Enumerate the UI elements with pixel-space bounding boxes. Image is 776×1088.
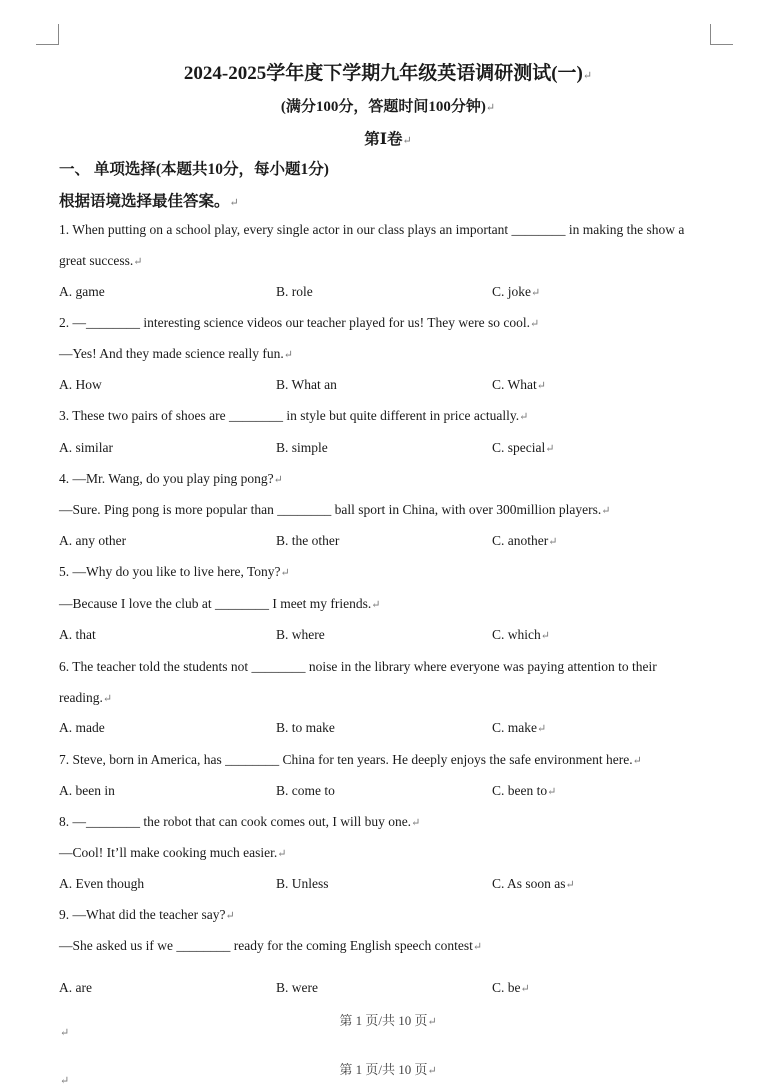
instruction: 根据语境选择最佳答案。↵ — [59, 193, 239, 210]
q4-option-c: C. another↵ — [492, 533, 558, 548]
question-8-line-1: 8. —________ the robot that can cook comes out, I will buy one.↵ — [59, 814, 421, 829]
question-5-line-1: 5. —Why do you like to live here, Tony?↵ — [59, 564, 290, 579]
q5-option-a: A. that — [59, 627, 96, 642]
q6-option-c: C. make↵ — [492, 720, 547, 735]
q6-option-a: A. made — [59, 720, 105, 735]
q7-option-c: C. been to↵ — [492, 783, 557, 798]
question-7-line-1: 7. Steve, born in America, has ________ China for ten years. He deeply enjoys the safe environment here.↵ — [59, 752, 642, 767]
q9-option-b: B. were — [276, 980, 318, 995]
q1-option-b: B. role — [276, 284, 313, 299]
crop-mark-top-left — [36, 24, 59, 45]
q1-option-c: C. joke↵ — [492, 284, 541, 299]
q3-option-a: A. similar — [59, 440, 113, 455]
question-9-line-1: 9. —What did the teacher say?↵ — [59, 907, 235, 922]
page-footer: 第 1 页/共 10 页↵ — [339, 1013, 437, 1028]
exam-subtitle: (满分100分，答题时间100分钟)↵ — [280, 99, 496, 115]
q1-option-a: A. game — [59, 284, 105, 299]
exam-title: 2024-2025学年度下学期九年级英语调研测试(一)↵ — [183, 63, 593, 84]
q2-option-c: C. What↵ — [492, 377, 546, 392]
q4-option-a: A. any other — [59, 533, 127, 548]
question-3-line-1: 3. These two pairs of shoes are ________ in style but quite different in price actually.↵ — [59, 408, 529, 423]
q9-option-c: C. be↵ — [492, 980, 530, 995]
question-9-line-2: —She asked us if we ________ ready for the coming English speech contest↵ — [59, 938, 483, 953]
q5-option-b: B. where — [276, 627, 325, 642]
q5-option-c: C. which↵ — [492, 627, 550, 642]
q7-option-a: A. been in — [59, 783, 115, 798]
q6-option-b: B. to make — [276, 720, 335, 735]
q9-option-a: A. are — [59, 980, 92, 995]
question-4-line-2: —Sure. Ping pong is more popular than ________ ball sport in China, with over 300million players.↵ — [59, 502, 611, 517]
question-1-stem: 1. When putting on a school play, every single actor in our class plays an important ________ in making the show a great success.↵ — [59, 222, 685, 268]
question-8-line-2: —Cool! It’ll make cooking much easier.↵ — [59, 845, 287, 860]
section-heading: 一、 单项选择(本题共10分，每小题1分) — [59, 161, 329, 178]
question-4-line-1: 4. —Mr. Wang, do you play ping pong?↵ — [59, 471, 283, 486]
q2-option-b: B. What an — [276, 377, 337, 392]
crop-mark-top-right — [710, 24, 733, 45]
paragraph-mark-bottom: ↵ — [60, 1075, 70, 1087]
q8-option-a: A. Even though — [59, 876, 145, 891]
question-2-line-1: 2. —________ interesting science videos our teacher played for us! They were so cool.↵ — [59, 315, 540, 330]
q4-option-b: B. the other — [276, 533, 340, 548]
page-footer-repeat: 第 1 页/共 10 页↵ — [339, 1062, 437, 1077]
q8-option-c: C. As soon as↵ — [492, 876, 575, 891]
q7-option-b: B. come to — [276, 783, 335, 798]
q2-option-a: A. How — [59, 377, 102, 392]
volume-heading: 第Ⅰ卷↵ — [364, 131, 412, 148]
q3-option-b: B. simple — [276, 440, 328, 455]
q8-option-b: B. Unless — [276, 876, 329, 891]
question-5-line-2: —Because I love the club at ________ I meet my friends.↵ — [59, 596, 381, 611]
question-2-line-2: —Yes! And they made science really fun.↵ — [59, 346, 293, 361]
paragraph-mark: ↵ — [60, 1027, 70, 1039]
q3-option-c: C. special↵ — [492, 440, 555, 455]
question-6-stem: 6. The teacher told the students not ________ noise in the library where everyone was paying attention to their reading.↵ — [59, 659, 657, 705]
